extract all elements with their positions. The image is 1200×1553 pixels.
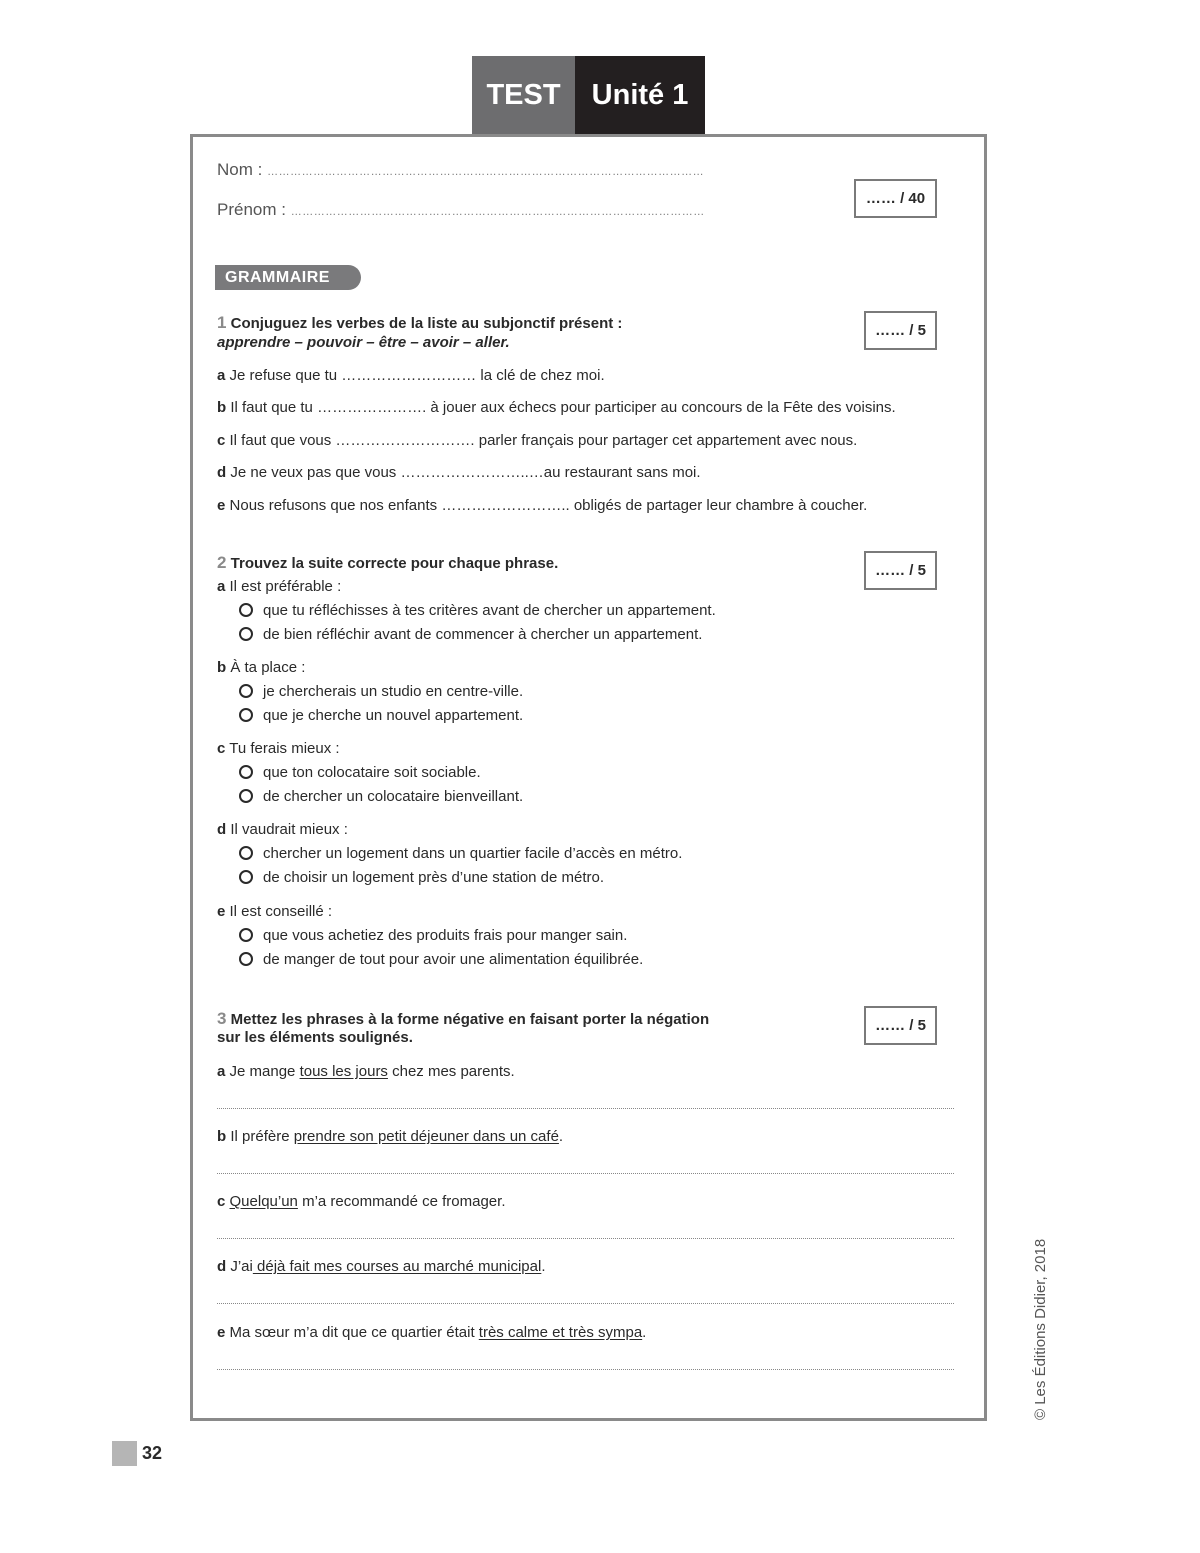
- q2-item-stem: [217, 821, 348, 838]
- q1-item[interactable]: [217, 399, 896, 416]
- q1-verbs: apprendre – pouvoir – être – avoir – aller.: [217, 334, 510, 351]
- q3-title-text: Mettez les phrases à la forme négative en faisant porter la négation: [230, 1011, 710, 1028]
- page-number: 32: [142, 1443, 163, 1463]
- item-post: chez mes parents.: [387, 1063, 515, 1080]
- radio-option-circle[interactable]: [239, 789, 253, 803]
- header-tab: [472, 56, 705, 134]
- prenom-label: Prénom :: [217, 200, 286, 219]
- q3-score-box[interactable]: …… / 5: [864, 1006, 937, 1045]
- q2-item-stem: [217, 740, 340, 757]
- prenom-dots: ………………………………………………………………………………………………: [290, 206, 705, 218]
- radio-option-circle[interactable]: [239, 846, 253, 860]
- q1-title-text: Conjuguez les verbes de la liste au subjonctif présent :: [230, 315, 623, 332]
- q1-item[interactable]: [217, 432, 857, 449]
- radio-option-label: que je cherche un nouvel appartement.: [263, 707, 524, 724]
- q2-title-text: Trouvez la suite correcte pour chaque phrase.: [230, 555, 559, 572]
- q1-item[interactable]: [217, 497, 867, 514]
- item-letter: b: [217, 659, 227, 676]
- q1-item[interactable]: [217, 464, 701, 481]
- radio-option-label: de choisir un logement près d’une station de métro.: [263, 869, 605, 886]
- item-stem-text: Il est préférable :: [229, 578, 342, 595]
- q3-item: [217, 1324, 646, 1341]
- radio-option-circle[interactable]: [239, 603, 253, 617]
- q2-number: 2: [217, 553, 227, 572]
- radio-option-circle[interactable]: [239, 627, 253, 641]
- copyright: © Les Éditions Didier, 2018: [1032, 1238, 1049, 1420]
- item-letter: a: [217, 1063, 226, 1080]
- radio-option-label: de bien réfléchir avant de commencer à chercher un appartement.: [263, 626, 703, 643]
- radio-option-label: je chercherais un studio en centre-ville.: [263, 683, 524, 700]
- item-pre: Il préfère: [230, 1128, 294, 1145]
- item-text: Nous refusons que nos enfants …………………….. obligés de partager leur chambre à coucher.: [229, 497, 868, 514]
- radio-option-circle[interactable]: [239, 684, 253, 698]
- total-score-box[interactable]: …… / 40: [854, 179, 937, 218]
- q1-number: 1: [217, 313, 227, 332]
- test-label: TEST: [472, 56, 575, 134]
- item-letter: d: [217, 1258, 227, 1275]
- item-letter: d: [217, 464, 227, 481]
- answer-line[interactable]: [217, 1369, 954, 1370]
- radio-option-label: que vous achetiez des produits frais pour manger sain.: [263, 927, 628, 944]
- page-number-marker: [112, 1441, 137, 1466]
- item-post: .: [541, 1258, 546, 1275]
- item-letter: c: [217, 432, 226, 449]
- item-pre: Ma sœur m’a dit que ce quartier était: [229, 1324, 479, 1341]
- item-pre: J’ai: [230, 1258, 253, 1275]
- q2-item-stem: [217, 903, 332, 920]
- radio-option-circle[interactable]: [239, 928, 253, 942]
- radio-option-label: chercher un logement dans un quartier facile d’accès en métro.: [263, 845, 683, 862]
- q3-title-line2: sur les éléments soulignés.: [217, 1029, 413, 1046]
- item-text: Je refuse que tu ……………………… la clé de chez moi.: [229, 367, 605, 384]
- radio-option-label: que tu réfléchisses à tes critères avant de chercher un appartement.: [263, 602, 716, 619]
- q3-item: [217, 1258, 546, 1275]
- nom-row[interactable]: [217, 160, 704, 180]
- item-stem-text: Il vaudrait mieux :: [230, 821, 348, 838]
- item-stem-text: Tu ferais mieux :: [229, 740, 340, 757]
- item-letter: e: [217, 903, 226, 920]
- item-pre: Je mange: [229, 1063, 300, 1080]
- radio-option-circle[interactable]: [239, 952, 253, 966]
- q1-title: [217, 313, 622, 333]
- answer-line[interactable]: [217, 1173, 954, 1174]
- item-letter: e: [217, 1324, 226, 1341]
- item-letter: e: [217, 497, 226, 514]
- item-letter: b: [217, 1128, 227, 1145]
- section-grammaire: GRAMMAIRE: [215, 265, 361, 290]
- radio-option-label: de chercher un colocataire bienveillant.: [263, 788, 524, 805]
- answer-line[interactable]: [217, 1238, 954, 1239]
- q2-score-box[interactable]: …… / 5: [864, 551, 937, 590]
- item-letter: c: [217, 1193, 226, 1210]
- item-letter: c: [217, 740, 226, 757]
- item-stem-text: Il est conseillé :: [229, 903, 333, 920]
- item-underlined: prendre son petit déjeuner dans un café: [293, 1128, 559, 1145]
- radio-option-circle[interactable]: [239, 708, 253, 722]
- item-letter: b: [217, 399, 227, 416]
- q3-item: [217, 1193, 506, 1210]
- q3-number: 3: [217, 1009, 227, 1028]
- item-stem-text: À ta place :: [230, 659, 306, 676]
- item-text: Il faut que vous ………………………. parler français pour partager cet appartement avec nous.: [229, 432, 858, 449]
- item-text: Il faut que tu …………………. à jouer aux échecs pour participer au concours de la Fête des voisins.: [230, 399, 896, 416]
- item-post: m’a recommandé ce fromager.: [297, 1193, 506, 1210]
- q2-item-stem: [217, 578, 341, 595]
- radio-option-label: de manger de tout pour avoir une alimentation équilibrée.: [263, 951, 644, 968]
- q1-item[interactable]: [217, 367, 605, 384]
- nom-label: Nom :: [217, 160, 263, 179]
- nom-dots: ……………………………………………………………………………………………………: [267, 166, 705, 178]
- item-letter: a: [217, 578, 226, 595]
- radio-option-circle[interactable]: [239, 870, 253, 884]
- radio-option-label: que ton colocataire soit sociable.: [263, 764, 481, 781]
- unit-label: Unité 1: [575, 56, 705, 134]
- prenom-row[interactable]: [217, 200, 705, 220]
- item-text: Je ne veux pas que vous ……………………..…au restaurant sans moi.: [230, 464, 701, 481]
- q2-title: [217, 553, 558, 573]
- item-letter: a: [217, 367, 226, 384]
- answer-line[interactable]: [217, 1303, 954, 1304]
- item-underlined: déjà fait mes courses au marché municipal: [252, 1258, 542, 1275]
- q2-item-stem: [217, 659, 305, 676]
- item-underlined: très calme et très sympa: [478, 1324, 643, 1341]
- answer-line[interactable]: [217, 1108, 954, 1109]
- q3-item: [217, 1063, 515, 1080]
- item-letter: d: [217, 821, 227, 838]
- q3-title: [217, 1009, 709, 1029]
- item-underlined: tous les jours: [299, 1063, 388, 1080]
- q1-score-box[interactable]: …… / 5: [864, 311, 937, 350]
- item-post: .: [558, 1128, 564, 1145]
- radio-option-circle[interactable]: [239, 765, 253, 779]
- item-underlined: Quelqu’un: [229, 1193, 298, 1210]
- item-post: .: [642, 1324, 647, 1341]
- q3-item: [217, 1128, 563, 1145]
